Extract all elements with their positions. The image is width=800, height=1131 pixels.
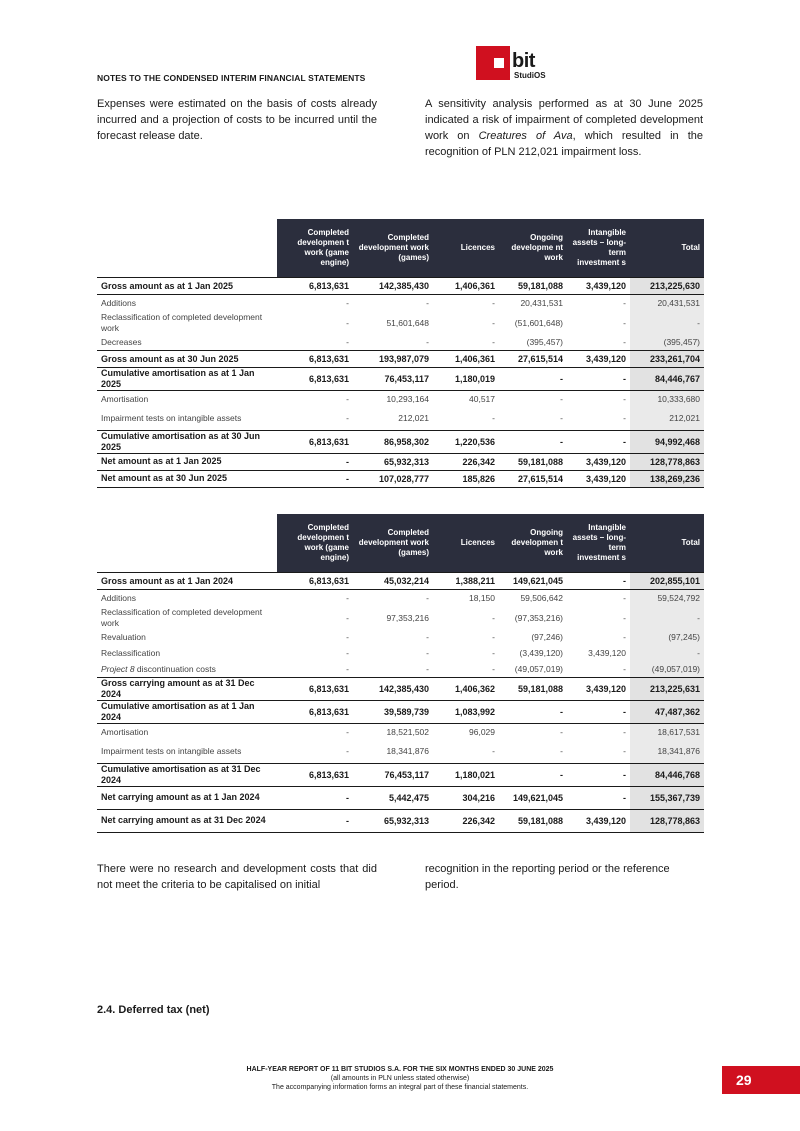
page-number: 29 [722,1066,800,1094]
value-cell: - [567,701,630,724]
row-label: Revaluation [101,631,146,642]
value-cell: (395,457) [526,337,563,347]
column-header: Completed developmen t work (game engine) [277,514,353,573]
value-cell: - [492,664,495,674]
value-cell: 6,813,631 [277,701,353,724]
value-cell: - [560,727,563,737]
value-cell: - [623,593,626,603]
column-header: Ongoing developme nt work [499,219,567,278]
value-cell: - [346,298,349,308]
value-cell: 193,987,079 [353,351,433,368]
value-cell: 142,385,430 [353,278,433,295]
intro-right-italic: Creatures of Ava [478,130,573,142]
row-label: Amortisation [101,726,149,737]
table-row [97,629,704,645]
value-cell: 1,083,992 [433,701,499,724]
value-cell: 107,028,777 [353,470,433,487]
logo-bit-text: bit [512,50,535,72]
value-cell: (3,439,120) [519,648,563,658]
value-cell: - [277,809,353,832]
value-cell: 142,385,430 [353,678,433,701]
footer-title: HALF-YEAR REPORT OF 11 BIT STUDIOS S.A. FOR THE SIX MONTHS ENDED 30 JUNE 2025 [246,1066,554,1073]
value-cell: - [492,746,495,757]
total-cell: 47,487,362 [630,701,704,724]
value-cell: 40,517 [469,394,495,404]
value-cell: 59,506,642 [520,593,563,603]
row-label-italic: Project 8 [101,663,135,674]
company-logo [476,44,562,86]
value-cell: - [499,368,567,391]
total-cell: 212,021 [630,407,704,430]
table-row [97,470,704,487]
total-cell: - [630,311,704,334]
table-row [97,351,704,368]
value-cell: - [567,573,630,590]
column-header: Intangible assets – long-term investment s [567,219,630,278]
table-row [97,430,704,453]
column-header: Ongoing developmen t work [499,514,567,573]
value-cell: 59,181,088 [499,809,567,832]
row-label: Additions [101,592,136,603]
value-cell: 6,813,631 [277,430,353,453]
value-cell: - [426,337,429,347]
value-cell: - [346,727,349,737]
row-label: Net amount as at 1 Jan 2025 [97,453,277,470]
value-cell: - [426,632,429,642]
row-label: Gross amount as at 1 Jan 2024 [97,573,277,590]
total-cell: (395,457) [630,334,704,351]
table-row [97,645,704,661]
table-row [97,311,704,334]
value-cell: 18,521,502 [386,727,429,737]
value-cell: 1,406,361 [433,278,499,295]
column-header: Total [630,514,704,573]
total-cell: 20,431,531 [630,295,704,312]
total-cell: 213,225,630 [630,278,704,295]
row-label: Cumulative amortisation as at 31 Dec 2024 [97,763,277,786]
value-cell: - [346,664,349,674]
row-label: Amortisation [101,393,149,404]
total-cell: 155,367,739 [630,786,704,809]
value-cell: - [346,648,349,658]
value-cell: 6,813,631 [277,351,353,368]
row-label: Decreases [101,336,142,347]
value-cell: - [426,648,429,658]
column-header: Completed development work (games) [353,514,433,573]
row-label: Cumulative amortisation as at 30 Jun 2025 [97,430,277,453]
row-label: Gross amount as at 1 Jan 2025 [97,278,277,295]
value-cell: 149,621,045 [499,573,567,590]
value-cell: - [499,430,567,453]
logo-notch [494,58,504,68]
total-cell: 84,446,768 [630,763,704,786]
footer-note-amounts: (all amounts in PLN unless stated otherwise) [330,1075,470,1082]
value-cell: 1,406,362 [433,678,499,701]
total-cell: 213,225,631 [630,678,704,701]
value-cell: - [277,470,353,487]
intro-right-paragraph [425,96,703,160]
value-cell: 6,813,631 [277,368,353,391]
intangibles-table-2025 [97,219,704,488]
value-cell: 97,353,216 [386,612,429,623]
table-row [97,661,704,678]
total-cell: 18,341,876 [630,740,704,763]
row-label: Reclassification of completed development work [101,606,263,628]
value-cell: - [346,746,349,757]
section-heading-deferred-tax: 2.4. Deferred tax (net) [97,1004,210,1016]
column-header: Licences [433,219,499,278]
value-cell: 86,958,302 [353,430,433,453]
value-cell: (97,353,216) [514,612,563,623]
column-header: Completed developmen t work (game engine) [277,219,353,278]
value-cell: 226,342 [433,453,499,470]
total-cell: 18,617,531 [630,724,704,741]
value-cell: - [499,763,567,786]
logo-mark-icon [476,46,510,80]
value-cell: - [492,612,495,623]
table-row [97,763,704,786]
value-cell: 65,932,313 [353,453,433,470]
value-cell: - [492,337,495,347]
table-row [97,391,704,408]
total-cell: 138,269,236 [630,470,704,487]
value-cell: - [492,632,495,642]
value-cell: - [492,317,495,328]
row-label [97,661,277,678]
value-cell: 6,813,631 [277,763,353,786]
column-header: Licences [433,514,499,573]
value-cell: 3,439,120 [567,678,630,701]
value-cell: 45,032,214 [353,573,433,590]
value-cell: - [346,632,349,642]
value-cell: - [623,394,626,404]
value-cell: - [492,298,495,308]
value-cell: - [277,453,353,470]
value-cell: 18,341,876 [386,746,429,757]
value-cell: - [623,337,626,347]
value-cell: - [426,664,429,674]
value-cell: 3,439,120 [567,351,630,368]
value-cell: 6,813,631 [277,573,353,590]
intro-right-text-2: , which resulted in the recognition of PLN 212,021 impairment loss. [425,130,704,158]
value-cell: 76,453,117 [353,763,433,786]
table-row [97,407,704,430]
row-label: Impairment tests on intangible assets [101,412,242,423]
row-label: Impairment tests on intangible assets [101,745,242,756]
table-header-row [97,219,704,278]
value-cell: - [567,786,630,809]
table-row [97,334,704,351]
value-cell: 3,439,120 [588,648,626,658]
value-cell: - [560,394,563,404]
row-label: Net carrying amount as at 1 Jan 2024 [97,786,277,809]
value-cell: - [623,727,626,737]
value-cell: - [346,337,349,347]
value-cell: - [623,632,626,642]
column-header: Completed development work (games) [353,219,433,278]
total-cell: (49,057,019) [630,661,704,678]
value-cell: 3,439,120 [567,470,630,487]
table-row [97,678,704,701]
value-cell: - [623,612,626,623]
value-cell: - [346,394,349,404]
value-cell: 6,813,631 [277,678,353,701]
value-cell: (97,246) [531,632,563,642]
value-cell: 185,826 [433,470,499,487]
value-cell: - [623,746,626,757]
value-cell: - [567,368,630,391]
table-row [97,740,704,763]
value-cell: 212,021 [398,413,429,424]
row-label: Reclassification [101,647,161,658]
value-cell: 20,431,531 [520,298,563,308]
value-cell: 1,406,361 [433,351,499,368]
table-row [97,573,704,590]
page-footer [200,1065,600,1092]
value-cell: - [277,786,353,809]
total-cell: 59,524,792 [630,590,704,607]
value-cell: 96,029 [469,727,495,737]
intangibles-table-2024 [97,514,704,833]
value-cell: 27,615,514 [499,351,567,368]
column-header: Intangible assets – long-term investment s [567,514,630,573]
value-cell: 1,220,536 [433,430,499,453]
value-cell: 1,180,019 [433,368,499,391]
table-row [97,453,704,470]
value-cell: 59,181,088 [499,278,567,295]
row-label: Gross carrying amount as at 31 Dec 2024 [97,678,277,701]
value-cell: 226,342 [433,809,499,832]
table-row [97,295,704,312]
intro-right-text-1: A sensitivity analysis performed as at 30 June 2025 indicated a risk of impairment of completed development work on [425,98,703,142]
row-label: Net carrying amount as at 31 Dec 2024 [97,809,277,832]
value-cell: (51,601,648) [514,317,563,328]
total-cell: 233,261,704 [630,351,704,368]
value-cell: 5,442,475 [353,786,433,809]
value-cell: - [560,413,563,424]
total-cell: 10,333,680 [630,391,704,408]
row-label: Cumulative amortisation as at 1 Jan 2024 [97,701,277,724]
value-cell: 76,453,117 [353,368,433,391]
table-row [97,724,704,741]
value-cell: - [346,317,349,328]
value-cell: - [623,298,626,308]
total-cell: - [630,606,704,629]
value-cell: - [567,763,630,786]
value-cell: - [560,746,563,757]
row-label: Net amount as at 30 Jun 2025 [97,470,277,487]
value-cell: 1,180,021 [433,763,499,786]
value-cell: 65,932,313 [353,809,433,832]
footer-note-integral: The accompanying information forms an integral part of these financial statements. [271,1084,529,1091]
table-row [97,368,704,391]
value-cell: 39,589,739 [353,701,433,724]
value-cell: - [346,612,349,623]
row-label: Additions [101,297,136,308]
value-cell: - [623,413,626,424]
outro-left-paragraph: There were no research and development costs that did not meet the criteria to be capitalised on initial [97,863,377,891]
column-header: Total [630,219,704,278]
value-cell: 1,388,211 [433,573,499,590]
outro-right-paragraph: recognition in the reporting period or the reference period. [425,863,670,891]
total-cell: 202,855,101 [630,573,704,590]
value-cell: 27,615,514 [499,470,567,487]
row-label-text: discontinuation costs [136,663,216,674]
value-cell: 51,601,648 [386,317,429,328]
table-row [97,701,704,724]
total-cell: 94,992,468 [630,430,704,453]
row-label: Cumulative amortisation as at 1 Jan 2025 [97,368,277,391]
value-cell: - [426,593,429,603]
value-cell: (49,057,019) [514,664,563,674]
value-cell: 3,439,120 [567,278,630,295]
value-cell: - [623,664,626,674]
table-row [97,278,704,295]
total-cell: 128,778,863 [630,809,704,832]
value-cell: - [492,413,495,424]
value-cell: 59,181,088 [499,678,567,701]
value-cell: 10,293,164 [386,394,429,404]
value-cell: - [426,298,429,308]
section-title: NOTES TO THE CONDENSED INTERIM FINANCIAL STATEMENTS [97,73,366,83]
header-blank-cell [97,219,277,278]
table-header-row [97,514,704,573]
total-cell: 84,446,767 [630,368,704,391]
table-row [97,590,704,607]
value-cell: - [346,593,349,603]
header-blank-cell [97,514,277,573]
intro-left-paragraph: Expenses were estimated on the basis of costs already incurred and a projection of costs to be incurred until the forecast release date. [97,98,377,142]
value-cell: 59,181,088 [499,453,567,470]
logo-studios-text: StudiOS [514,71,546,80]
value-cell: 3,439,120 [567,453,630,470]
value-cell: 304,216 [433,786,499,809]
value-cell: - [623,317,626,328]
table-row [97,606,704,629]
value-cell: - [492,648,495,658]
total-cell: 128,778,863 [630,453,704,470]
total-cell: - [630,645,704,661]
value-cell: - [499,701,567,724]
value-cell: - [567,430,630,453]
table-row [97,786,704,809]
row-label: Reclassification of completed development work [101,311,263,333]
value-cell: 6,813,631 [277,278,353,295]
value-cell: 3,439,120 [567,809,630,832]
value-cell: 149,621,045 [499,786,567,809]
table-row [97,809,704,832]
row-label: Gross amount as at 30 Jun 2025 [97,351,277,368]
total-cell: (97,245) [630,629,704,645]
value-cell: - [346,413,349,424]
value-cell: 18,150 [469,593,495,603]
